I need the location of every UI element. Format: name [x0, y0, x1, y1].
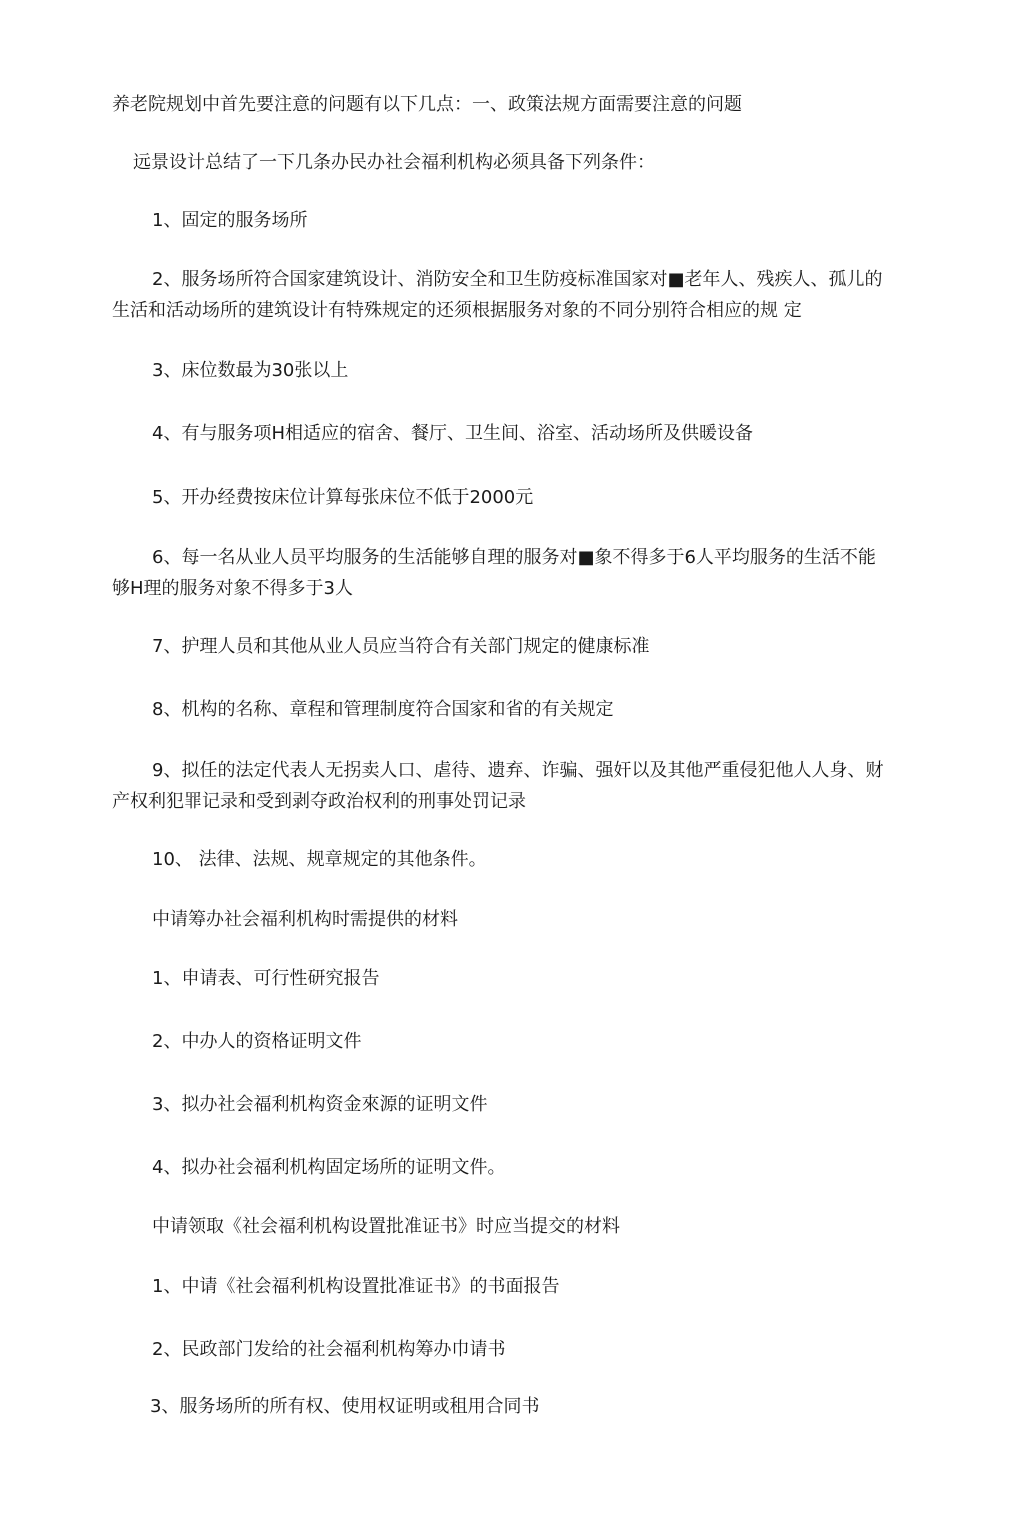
paragraph-intro: 养老院规划中首先要注意的问题有以下几点：一、政策法规方面需要注意的问题	[112, 94, 742, 115]
list-item-condition-4: 4、有与服务项H相适应的宿舍、餐厅、卫生间、浴室、活动场所及供暖设备	[152, 423, 753, 444]
list-item-apply-1: 1、申请表、可行性研究报告	[152, 968, 380, 989]
section-heading-certificate-materials: 中请领取《社会福利机构设置批准证书》时应当提交的材料	[152, 1216, 620, 1237]
list-item-condition-8: 8、机构的名称、章程和管理制度符合国家和省的有关规定	[152, 699, 614, 720]
list-item-condition-3: 3、床位数最为30张以上	[152, 360, 349, 381]
list-item-apply-3: 3、拟办社会福利机构资金來源的证明文件	[152, 1094, 488, 1115]
list-item-certificate-2: 2、民政部门发给的社会福利机构筹办巾请书	[152, 1339, 506, 1360]
list-item-condition-7: 7、护理人员和其他从业人员应当符合有关部门规定的健康标准	[152, 636, 650, 657]
paragraph-conditions-heading: 远景设计总结了一下几条办民办社会福利机构必须具备下列条件：	[133, 152, 655, 173]
list-item-certificate-1: 1、中请《社会福利机构设置批准证书》的书面报告	[152, 1276, 560, 1297]
section-heading-apply-materials: 中请筹办社会福利机构时需提供的材料	[152, 909, 458, 930]
list-item-condition-1: 1、固定的服务场所	[152, 210, 308, 231]
list-item-condition-5: 5、开办经费按床位计算每张床位不低于2000元	[152, 487, 534, 508]
list-item-apply-2: 2、中办人的资格证明文件	[152, 1031, 362, 1052]
list-item-condition-9: 9、拟任的法定代表人无拐卖人口、虐待、遗弃、诈骗、强奸以及其他严重侵犯他人人身、财产权利犯罪记录和受到剥夺政治权利的刑事处罚记录	[112, 760, 884, 812]
list-item-condition-6: 6、每一名从业人员平均服务的生活能够自理的服务对■象不得多于6人平均服务的生活不能够H理的服务对象不得多于3人	[112, 547, 876, 599]
list-item-apply-4: 4、拟办社会福利机构固定场所的证明文件。	[152, 1157, 506, 1178]
list-item-condition-10: 10、 法律、法规、规章规定的其他条件。	[152, 849, 487, 870]
list-item-certificate-3: 3、服务场所的所有权、使用权证明或租用合同书	[150, 1396, 540, 1417]
list-item-condition-2: 2、服务场所符合国家建筑设计、消防安全和卫生防疫标准国家对■老年人、残疾人、孤儿的生活和活动场所的建筑设计有特殊规定的还须根据服务对象的不同分别符合相应的规 定	[112, 269, 883, 321]
